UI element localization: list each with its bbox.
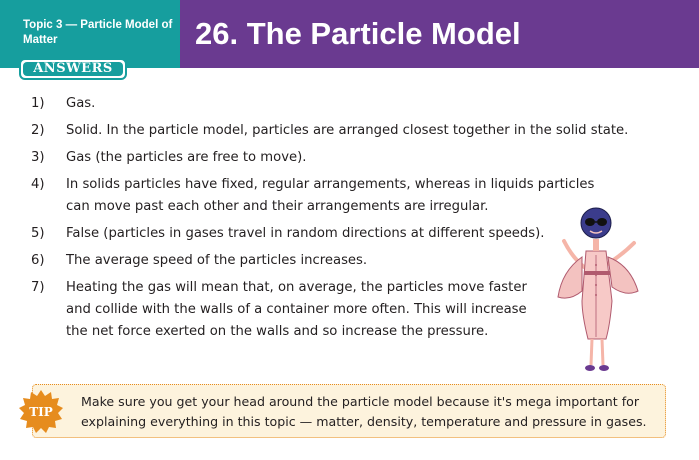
tip-line: Make sure you get your head around the particle model because it's mega important for bbox=[81, 394, 640, 409]
tip-box bbox=[32, 384, 666, 438]
answer-number: 5) bbox=[31, 226, 45, 241]
answer-item bbox=[31, 250, 641, 272]
topic-label: Topic 3 — Particle Model of Matter bbox=[23, 19, 173, 46]
answer-line: Gas. bbox=[66, 96, 96, 111]
answer-item bbox=[31, 223, 641, 245]
answer-item bbox=[31, 93, 641, 115]
answer-line: Gas (the particles are free to move). bbox=[66, 150, 307, 165]
tip-line: explaining everything in this topic — matter, density, temperature and pressure in gases. bbox=[81, 414, 647, 429]
answer-number: 7) bbox=[31, 280, 45, 295]
answer-item bbox=[31, 147, 641, 169]
answer-line: can move past each other and their arrangements are irregular. bbox=[66, 199, 489, 214]
answer-item bbox=[31, 174, 641, 218]
answer-number: 6) bbox=[31, 253, 45, 268]
cartoon-figure-illustration bbox=[556, 205, 642, 377]
answer-number: 4) bbox=[31, 177, 45, 192]
page-title: 26. The Particle Model bbox=[195, 16, 521, 51]
tip-badge-label: TIP bbox=[29, 405, 53, 419]
tip-badge-icon bbox=[19, 389, 63, 433]
answer-line: False (particles in gases travel in random directions at different speeds). bbox=[66, 226, 545, 241]
answers-list bbox=[31, 93, 641, 343]
answer-number: 2) bbox=[31, 123, 45, 138]
answers-badge bbox=[19, 58, 127, 80]
answers-badge-label: ANSWERS bbox=[33, 61, 113, 76]
answer-line: Solid. In the particle model, particles are arranged closest together in the solid state. bbox=[66, 123, 629, 138]
title-banner bbox=[180, 0, 699, 68]
answer-line: The average speed of the particles increases. bbox=[66, 253, 368, 268]
answer-line: and collide with the walls of a container more often. This will increase bbox=[66, 302, 527, 317]
answer-item bbox=[31, 277, 641, 343]
answer-line: the net force exerted on the walls and so increase the pressure. bbox=[66, 324, 489, 339]
answer-line: In solids particles have fixed, regular arrangements, whereas in liquids particles bbox=[66, 177, 595, 192]
answer-number: 3) bbox=[31, 150, 45, 165]
answer-item bbox=[31, 120, 641, 142]
tip-text bbox=[81, 392, 666, 432]
answer-number: 1) bbox=[31, 96, 45, 111]
answer-line: Heating the gas will mean that, on average, the particles move faster bbox=[66, 280, 527, 295]
